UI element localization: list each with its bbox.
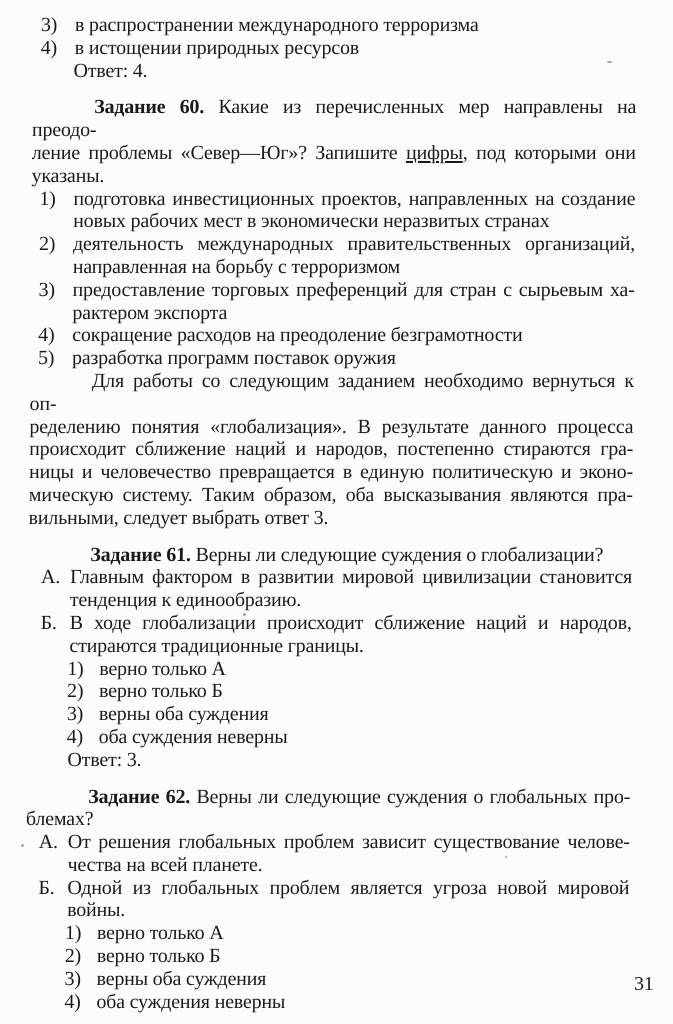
commentary-line: происходит сближение наций и народов, постепенно стираются гра-	[29, 438, 634, 461]
list-item	[33, 14, 637, 37]
statement-text: чества на всей планете.	[67, 853, 263, 876]
task-62-label: Задание 62.	[88, 785, 191, 808]
scan-speck	[21, 844, 24, 847]
option-text: оба суждения неверны	[96, 990, 286, 1013]
commentary-line: ницы и человечество превращается в единую политическую и эконо-	[28, 461, 634, 484]
option-row	[27, 658, 631, 681]
list-item	[30, 347, 634, 370]
statement-text: Главным фактором в развитии мировой цивилизации становится	[69, 566, 633, 589]
task-60-header	[32, 96, 636, 142]
statement	[25, 831, 629, 877]
option-text: верно только А	[99, 657, 226, 680]
list-item-marker: 3)	[40, 14, 58, 36]
statement-text: В ходе глобализации происходит сближение наций и народов,	[69, 611, 632, 634]
list-item-text: в распространении международного терроризма	[74, 14, 479, 36]
statement	[27, 612, 631, 658]
list-item-text: разработка программ поставок оружия	[71, 347, 396, 370]
list-item-marker: 4)	[38, 324, 55, 347]
option-marker: 1)	[64, 922, 82, 945]
option-marker: 4)	[66, 725, 84, 748]
list-item-marker: 4)	[40, 36, 58, 59]
option-text: оба суждения неверны	[98, 725, 288, 748]
option-row	[25, 945, 629, 968]
list-item	[31, 188, 635, 234]
option-marker: 2)	[64, 945, 82, 968]
option-marker: 2)	[66, 680, 84, 703]
option-row	[24, 968, 628, 991]
statement-marker: А.	[40, 566, 61, 589]
list-item-text: подготовка инвестиционных проектов, направленных на создание	[73, 187, 636, 210]
list-item-text: направленная на борьбу с терроризмом	[72, 255, 401, 278]
question-text: ление проблемы «Север—Юг»? Запишите	[31, 141, 407, 164]
list-item-text: предоставление торговых преференций для стран с сырьевым ха-	[72, 278, 635, 301]
task-61-question: Верны ли следующие суждения о глобализации?	[195, 543, 604, 566]
statement-text: Одной из глобальных проблем является угроза новой мировой	[67, 876, 630, 899]
statement-text: стираются традиционные границы.	[69, 634, 364, 657]
list-item-marker: 3)	[38, 278, 55, 301]
task-61	[26, 544, 632, 772]
answer-text: Ответ: 4.	[73, 59, 148, 82]
list-item-marker: 5)	[37, 347, 55, 370]
scan-speck	[243, 613, 246, 616]
task-62	[24, 786, 630, 1014]
option-marker: 3)	[64, 967, 81, 990]
list-item	[33, 37, 637, 60]
task-60-question-line	[32, 142, 636, 165]
option-row	[27, 703, 631, 726]
statement	[25, 877, 629, 923]
statement	[28, 566, 632, 612]
list-item-marker: 2)	[38, 233, 56, 256]
statement-text: тенденция к единообразию.	[69, 589, 302, 612]
task-62-question-line: Верны ли следующие суждения о глобальных про-	[196, 785, 631, 808]
list-item-text: рактером экспорта	[72, 301, 228, 324]
task-61-label: Задание 61.	[90, 543, 191, 566]
underlined-word: цифры	[405, 141, 463, 164]
statement-marker: Б.	[38, 876, 55, 899]
scan-speck	[505, 856, 507, 858]
option-row	[27, 726, 631, 749]
option-row	[27, 680, 631, 703]
option-text: верно только Б	[96, 945, 221, 968]
question-text: , под которыми они	[462, 141, 636, 164]
task-62-question-line: блемах?	[25, 808, 94, 831]
scan-speck	[533, 477, 535, 479]
scan-speck	[607, 61, 612, 63]
commentary-line: вильными, следует выбрать ответ 3.	[28, 506, 329, 529]
list-item-text: в истощении природных ресурсов	[74, 36, 360, 59]
option-marker: 3)	[66, 703, 84, 726]
list-item-text: деятельность международных правительственных организаций,	[72, 233, 636, 256]
commentary-line: мическую систему. Таким образом, оба высказывания являются пра-	[28, 483, 633, 506]
answer-text: Ответ: 3.	[67, 748, 142, 771]
statement-text: войны.	[67, 899, 126, 922]
option-text: верно только А	[96, 922, 224, 945]
commentary-line: ределению понятия «глобализация». В результате данного процесса	[29, 415, 634, 438]
scan-speck	[350, 247, 353, 250]
task-60-question-line: указаны.	[31, 164, 105, 187]
list-item-marker: 1)	[39, 187, 56, 210]
list-item	[30, 324, 634, 347]
task-60-label: Задание 60.	[94, 96, 205, 119]
page-content	[24, 14, 637, 1013]
page-number: 31	[634, 973, 654, 995]
task-60	[29, 96, 637, 529]
task-60-question-line: Какие из перечисленных мер направлены на преодо-	[31, 96, 637, 142]
list-item-text: сокращение расходов на преодоление безграмотности	[72, 324, 523, 347]
statement-text: От решения глобальных проблем зависит существование челове-	[67, 831, 630, 854]
option-marker: 1)	[67, 657, 84, 680]
statement-marker: Б.	[40, 611, 57, 634]
list-item	[30, 279, 634, 325]
option-row	[25, 922, 629, 945]
option-marker: 4)	[64, 990, 81, 1013]
task-62-header	[26, 786, 630, 809]
list-item-text: новых рабочих мест в экономически неразвитых странах	[73, 210, 550, 233]
option-text: верно только Б	[98, 680, 223, 703]
option-text: верны оба суждения	[96, 967, 267, 990]
option-text: верны оба суждения	[98, 703, 269, 726]
option-row	[24, 991, 628, 1014]
statement-marker: А.	[38, 831, 58, 854]
commentary-line: Для работы со следующим заданием необходимо вернуться к оп-	[29, 369, 634, 415]
task-61-header	[28, 544, 632, 567]
list-item	[31, 233, 635, 279]
